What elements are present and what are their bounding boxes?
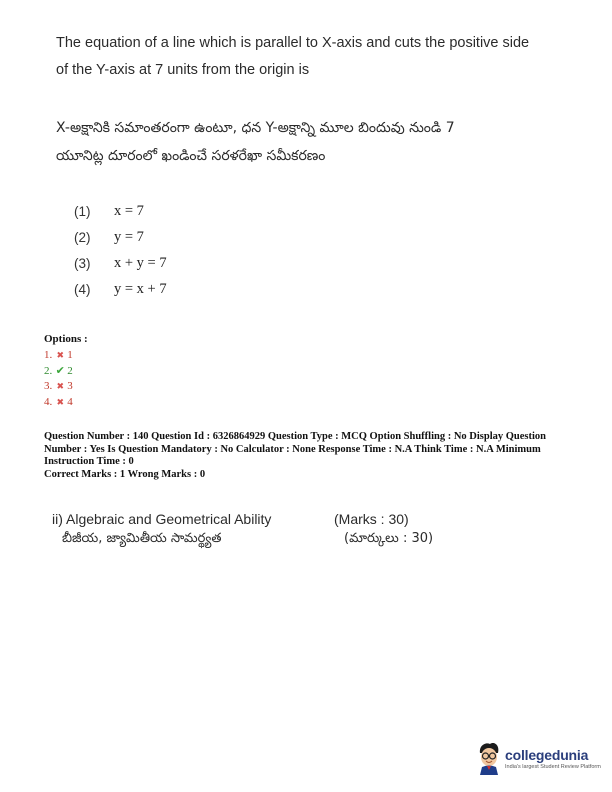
options-title: Options : [44, 333, 88, 345]
option-index: 2. [44, 364, 53, 377]
check-icon: ✔ [55, 364, 65, 377]
metadata-line-1: Question Number : 140 Question Id : 6326864929 Question Type : MCQ Option Shuffling : No Display Question [44, 431, 547, 442]
metadata-line-4: Correct Marks : 1 Wrong Marks : 0 [44, 468, 206, 480]
options-list [44, 333, 88, 410]
question-text-telugu [56, 114, 556, 170]
metadata-line-2: Number : Yes Is Question Mandatory : No Calculator : None Response Time : N.A Think Time : N.A Minimum [44, 443, 541, 455]
question-english-line-2: of the Y-axis at 7 units from the origin is [56, 62, 310, 78]
collegedunia-logo [476, 738, 604, 778]
section-marks-english: (Marks : 30) [334, 511, 409, 527]
question-telugu-line-1: X-అక్షానికి సమాంతరంగా ఉంటూ, ధన Y-అక్షాన్ని మూల బిందువు నుండి 7 [56, 120, 455, 136]
option-item-3 [44, 379, 88, 395]
choice-expression: x + y = 7 [114, 254, 167, 271]
choice-3 [74, 250, 167, 276]
brand-tagline: India's largest Student Review Platform [505, 763, 601, 770]
choice-number: (3) [74, 255, 91, 271]
choice-expression: x = 7 [114, 202, 144, 219]
choice-number: (2) [74, 229, 91, 245]
choice-4 [74, 276, 167, 302]
option-index: 1. [44, 349, 53, 361]
section-heading [52, 510, 472, 548]
question-metadata [44, 431, 574, 481]
option-value: 4 [67, 395, 73, 408]
mascot-icon [476, 741, 502, 775]
section-title-telugu: బీజీయ, జ్యామితీయ సామర్థ్యత [62, 531, 222, 546]
choice-1 [74, 198, 167, 224]
answer-choices [74, 198, 167, 302]
option-value: 2 [67, 364, 73, 377]
metadata-line-3: Instruction Time : 0 [44, 456, 134, 467]
cross-icon: ✖ [56, 350, 65, 360]
option-index: 4. [44, 395, 53, 408]
choice-expression: y = x + 7 [114, 280, 167, 297]
option-item-4 [44, 395, 88, 411]
cross-icon: ✖ [56, 396, 65, 407]
option-index: 3. [44, 380, 53, 392]
question-text-english [56, 30, 556, 84]
question-telugu-line-2: యూనిట్ల దూరంలో ఖండించే సరళరేఖా సమీకరణం [56, 148, 326, 164]
option-value: 3 [67, 380, 73, 392]
question-english-line-1: The equation of a line which is parallel to X-axis and cuts the positive side [56, 35, 530, 51]
choice-number: (4) [74, 281, 91, 297]
choice-number: (1) [74, 203, 91, 219]
cross-icon: ✖ [56, 381, 65, 391]
section-marks-telugu: (మార్కులు : 30) [344, 531, 434, 546]
option-item-1 [44, 348, 88, 364]
option-value: 1 [67, 349, 73, 361]
choice-2 [74, 224, 167, 250]
choice-expression: y = 7 [114, 228, 144, 245]
option-item-2 [44, 364, 88, 380]
brand-name: collegedunia [505, 746, 589, 763]
section-title-english: ii) Algebraic and Geometrical Ability [52, 511, 272, 527]
